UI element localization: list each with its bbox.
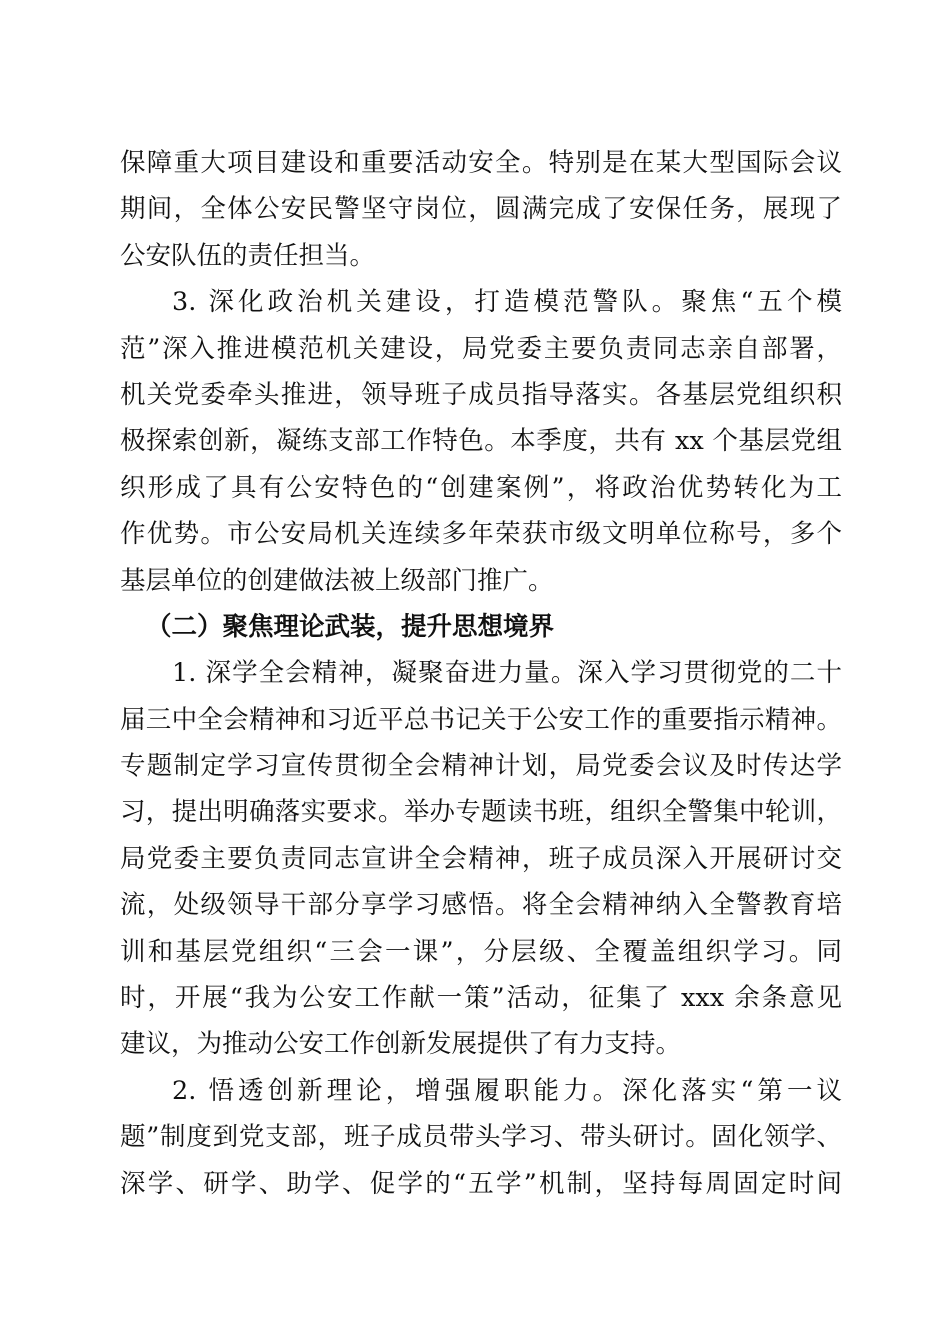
text-line: 题”制度到党支部，班子成员带头学习、带头研讨。固化领学、 [120,1122,842,1153]
text-line: 届三中全会精神和习近平总书记关于公安工作的重要指示精神。 [120,704,842,735]
text-line: 深学、研学、助学、促学的“五学”机制，坚持每周固定时间 [120,1168,842,1199]
text-line: 专题制定学习宣传贯彻全会精神计划，局党委会议及时传达学 [120,751,842,782]
text-line: 保障重大项目建设和重要活动安全。特别是在某大型国际会议 [120,148,842,178]
text-line-numbered-item: 2. 悟透创新理论，增强履职能力。深化落实“第一议 [172,1075,842,1106]
text-line: 期间，全体公安民警坚守岗位，圆满完成了安保任务，展现了 [120,194,842,225]
document-body [120,140,842,1207]
text-line: 流，处级领导干部分享学习感悟。将全会精神纳入全警教育培 [120,890,842,921]
text-line: 机关党委牵头推进，领导班子成员指导落实。各基层党组织积 [120,379,842,410]
text-line: 织形成了具有公安特色的“创建案例”，将政治优势转化为工 [120,472,842,503]
text-line: 时，开展“我为公安工作献一策”活动，征集了 xxx 余条意见 [120,983,842,1014]
text-line: 局党委主要负责同志宣讲全会精神，班子成员深入开展研讨交 [120,843,842,874]
text-line-numbered-item: 3. 深化政治机关建设，打造模范警队。聚焦“五个模 [172,287,842,318]
text-line: 训和基层党组织“三会一课”，分层级、全覆盖组织学习。同 [120,936,842,967]
text-line: 建议，为推动公安工作创新发展提供了有力支持。 [120,1029,682,1060]
text-line: 范”深入推进模范机关建设，局党委主要负责同志亲自部署， [120,333,842,364]
section-heading: （二）聚焦理论武装，提升思想境界 [146,611,555,642]
text-line: 公安队伍的责任担当。 [120,240,376,271]
text-line: 作优势。市公安局机关连续多年荣获市级文明单位称号，多个 [120,519,842,550]
text-line: 基层单位的创建做法被上级部门推广。 [120,565,554,596]
text-line: 习，提出明确落实要求。举办专题读书班，组织全警集中轮训， [120,797,842,828]
text-line-numbered-item: 1. 深学全会精神，凝聚奋进力量。深入学习贯彻党的二十 [172,658,842,689]
text-line: 极探索创新，凝练支部工作特色。本季度，共有 xx 个基层党组 [120,426,842,457]
